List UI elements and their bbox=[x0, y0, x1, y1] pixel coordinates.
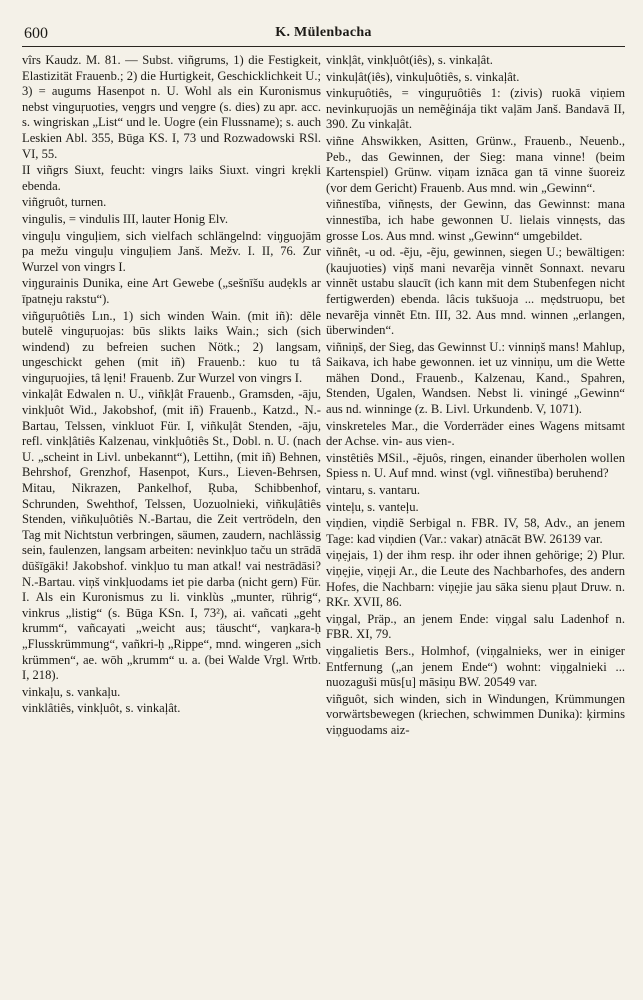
entry: viñgruôt, turnen. bbox=[22, 195, 107, 210]
two-column-body bbox=[22, 53, 625, 740]
entry: vinkļât, vinkļuôt(iês), s. vinkaļât. bbox=[326, 53, 493, 67]
running-title: K. Mülenbacha bbox=[275, 25, 372, 40]
entry: vinstêtiês MSil., -ẽjuôs, ringen, einander überholen wollen Spiess n. U. Auf mnd. winst (vgl. viñnestība) beruhend? bbox=[326, 450, 625, 481]
right-column bbox=[326, 53, 625, 740]
entry: vinkaļu, s. vankaļu. bbox=[22, 684, 121, 699]
entry: vinkuļât(iês), vinkuļuôtiês, s. vinkaļât. bbox=[326, 69, 520, 84]
entry: vintaru, s. vantaru. bbox=[326, 483, 421, 498]
entry: vîrs Kaudz. M. 81. — Subst. viñgrums, 1) die Festigkeit, Elastizität Frauenb.; 2) die Hurtigkeit, Geschicklichkeit U.; 3) = augums Hasenpot n. U. Wohl als ein Kuronismus nebst vinguŗuoties, veŋgrs und veŋgre (s. dies) zu apr. acc. s. wingriskan „List“ und le. Uogre (ein Flussname); s. auch Leskien Abl. 355, Būga KS. I, 73 und Rozwadowski RSl. VI, 55. bbox=[22, 53, 321, 161]
entry: viñniņš, der Sieg, das Gewinnst U.: vinniņš mans! Mahlup, Saikava, ich habe gewonnen. iet uz vinniņu, um die Wette mähen Dond., Frauenb., Kalzenau, Kand., Spahren, Stenden, Ugalen, Wandsen. Nebst li. viningé „Gewinn“ aus nd. winninge (z. B. Livl. Urkundenb. V, 1071). bbox=[326, 339, 625, 417]
entry: viñguŗuôtiês Lın., 1) sich winden Wain. (mit iñ): dẽle butelẽ vinguŗuojas: būs slikts laiks Wain.; sich (sich windend) zu befreien suchen Nötk.; 2) langsam, ungeschickt gehen (mit iñ) Frauenb.: kuo tu tâ vinguŗuojies, tâ lẹni! Frauenb. Zur Wurzel von vingrs I. bbox=[22, 308, 321, 385]
entry: viŋgurainis Dunika, eine Art Gewebe („sešnīšu audẹkls ar īpatnẹju rakstu“). bbox=[22, 276, 321, 306]
entry: vinguļu vinguļiem, sich vielfach schlängelnd: viŋguojām pa mežu vinguļu vinguļiem Janš. Mežv. I. II, 76. Zur Wurzel von vingrs I. bbox=[22, 228, 321, 274]
entry: viņdien, viņdiẽ Serbigal n. FBR. IV, 58, Adv., an jenem Tage: kad viņdien (Var.: vakar) atnācāt BW. 26139 var. bbox=[326, 516, 625, 546]
entry: viņgal, Präp., an jenem Ende: viņgal salu Ladenhof n. FBR. XI, 79. bbox=[326, 611, 625, 642]
entry: vinskreteles Mar., die Vorderräder eines Wagens mitsamt der Achse. vin- aus vien-. bbox=[326, 418, 625, 449]
entry: viņgalietis Bers., Holmhof, (viņgalnieks, wer in einiger Entfernung („an jenem Ende“) wohnt: viņgalnieki ... nuozaguši mūs[u] māsiņu BW. 20549 var. bbox=[326, 643, 625, 690]
entry: II viñgrs Siuxt, feucht: vingrs laiks Siuxt. vingri krẹkli ebenda. bbox=[22, 163, 321, 193]
entry: viñne Ahswikken, Asitten, Grünw., Frauenb., Neuenb., Peb., das Gewinnen, der Sieg: mana vinne! (beim Kartenspiel) Grünw. viņam iznāca gan tā vinne šuoreiz (vor dem Gericht) Frauenb. Aus mnd. win „Gewinn“. bbox=[326, 133, 625, 195]
entry: vinkaļât Edwalen n. U., viñkļât Frauenb., Gramsden, -āju, vinkļuôt Wid., Jakobshof, (mit iñ) Frauenb., Katzd., N.-Bartau, Telssen, vinkluot Für. I, viñkuļât Stenden, -āju, refl. vinkļâtiês Kalzenau, vinkļuôtiês St., Dobl. n. U. (nach U. „scheint in Livl. unbekannt“), Lettihn, (mit iñ) Behnen, Behrshof, Grenzhof, Hasenpot, Kurs., Lieven-Behrsen, Mitau, Nikrazen, Pankelhof, Ŗuba, Schibbenhof, Schrunden, Swehthof, Telssen, Uozuolnieki, viñkuļâtiês Stenden, viñkuļuôtiês N.-Bartau, die Zeit vertrödeln, den Tag mit Nichtstun verbringen, säumen, zaudern, nachlässig sein, faulenzen, langsam arbeiten: nevinkļuo taču un strādā dūšīgāki! Jakobshof. vinkļuo tu man atkal! vai nestrādāsi? N.-Bartau. viņš vinkļuodams iet pie darba (nicht gern) Für. I. Als ein Kuronismus zu li. vinklùs „munter, rührig“, vinkrus „listig“ (s. Būga KSn. I, 73²), ai. vañcati „geht krumm“, vañcayati „weicht aus; täuscht“, vaŋkara-ḥ „Flusskrümmung“, vañkri-ḥ „Rippe“, mnd. wingeren „sich krümmen“, ae. wōh „krumm“ u. a. (bei Walde Vrgl. Wrtb. I, 218). bbox=[22, 387, 321, 683]
entry: viņẹjais, 1) der ihm resp. ihr oder ihnen gehörige; 2) Plur. viņẹjie, viņẹji Ar., die Leute des Nachbarhofes, des andern Hofes, die Nachbarn: viņẹjie jau sāka sienu pļaut Druw. n. RKr. XVII, 86. bbox=[326, 548, 625, 610]
left-column bbox=[22, 53, 321, 740]
entry: vinteļu, s. vanteļu. bbox=[326, 499, 419, 514]
entry: vingulis, = vindulis III, lauter Honig Elv. bbox=[22, 211, 229, 226]
entry: viñnêt, -u od. -ẽju, -ẽju, gewinnen, siegen U.; bewältigen: (kaujuoties) viņš mani nevarẽja vinnẽt Sonnaxt. nevaru vinnẽt ustabu slaucīt (ich kann mit dem Stubenfegen nicht fertigwerden) ebenda. lâcis tukšuoja ... mẹdstruopu, bet nevarẽja vinnẽt Etn. III, 32. Aus mnd. winnen „erlangen, überwinden“. bbox=[326, 245, 625, 338]
page-header bbox=[22, 22, 625, 47]
entry: viñnestība, viñnẹsts, der Gewinn, das Gewinnst: mana vinnestība, ich habe gewonnen U. lielais vinnẹsts, das grosse Los. Aus mnd. winst „Gewinn“ umgebildet. bbox=[326, 197, 625, 243]
entry: viñguôt, sich winden, sich in Windungen, Krümmungen vorwärtsbewegen (kriechen, schwimmen Dunika): ķirmins viņguodams aiz- bbox=[326, 691, 625, 737]
page-number: 600 bbox=[24, 25, 48, 42]
entry: vinkuŗuôtiês, = vinguŗuôtiês 1: (zivis) ruokā viņiem nevinkuŗuojās un nemẽģinája tikt vaļām Janš. Bandavā II, 390. Zu vinkaļât. bbox=[326, 86, 625, 132]
entry: vinklâtiês, vinkļuôt, s. vinkaļât. bbox=[22, 701, 181, 716]
